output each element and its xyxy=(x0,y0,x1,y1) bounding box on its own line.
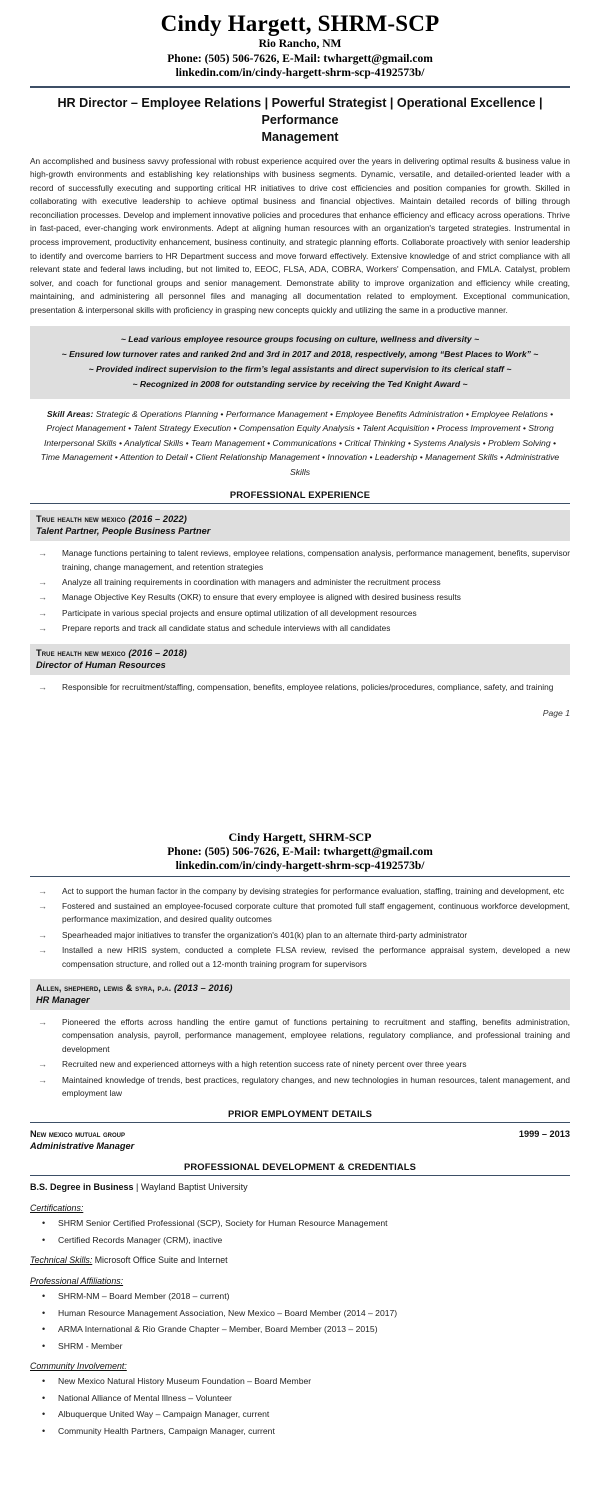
job-bullet-text: Recruited new and experienced attorneys with a high retention success rate of ninety percent over three years xyxy=(62,1059,467,1070)
bullet-icon: • xyxy=(42,1218,46,1229)
job-dates: (2013 – 2016) xyxy=(173,982,233,993)
job-bullet-text: Pioneered the efforts across handling the entire gamut of functions pertaining to recruitment and staffing, benefits administration, compensation analysis, payroll, performance management, employee relations, regulatory compliance, and professional training and development xyxy=(62,1016,570,1054)
list-item xyxy=(30,1322,570,1337)
arrow-right-icon: → xyxy=(38,1059,47,1070)
job-bullet-list xyxy=(30,547,570,635)
list-item-text: Certified Records Manager (CRM), inactive xyxy=(58,1234,223,1245)
job-bullet-list xyxy=(30,681,570,694)
list-item xyxy=(30,1216,570,1231)
technical-skills-label: Technical Skills: xyxy=(30,1255,93,1266)
job-title: Director of Human Resources xyxy=(36,659,166,670)
headline-line-2: Management xyxy=(261,129,339,144)
candidate-contact-page2: Phone: (505) 506-7626, E-Mail: twhargett@gmail.com xyxy=(167,845,433,858)
job-bullet xyxy=(30,622,570,635)
arrow-right-icon: → xyxy=(38,548,47,559)
list-item-text: ARMA International & Rio Grande Chapter – Member, Board Member (2013 – 2015) xyxy=(58,1324,378,1335)
list-item xyxy=(30,1339,570,1354)
job-bullet-text: Spearheaded major initiatives to transfer the organization's 401(k) plan to an alternate third-party administrator xyxy=(62,929,468,940)
list-item-text: SHRM Senior Certified Professional (SCP), Society for Human Resource Management xyxy=(58,1218,388,1229)
candidate-name-page2: Cindy Hargett, SHRM-SCP xyxy=(228,830,372,844)
header-divider xyxy=(30,86,570,88)
job-bullet xyxy=(30,547,570,574)
professional-summary: An accomplished and business savvy professional with robust experience acquired over the years in delivering optimal results & business value in high-growth environments and establishing key relationships with business segments. Dynamic, versatile, and detailed-oriented leader with a record of successfully executing and supporting critical HR initiatives to drive cost efficiencies and position companies for growth. Skilled in collaborating with executive leadership to achieve optimal business and financial objectives. Maintain detailed records of billing through reconciliation processes. Develop and implement innovative policies and procedures that enhance efficiency and efficacy across operations. Thrive in fast-paced, ever-changing work environments. Adept at aligning human resources with an organization's targeted strategies. Instrumental in process improvement, productivity enhancement, business continuity, and strategic planning efforts. Collaborate proactively with senior leadership to identify and overcome barriers to HR Department success and move forward effectively. Extensive knowledge of and strict compliance with all relevant state and federal laws including, but not limited to, EEOC, FLSA, ADA, COBRA, Workers' Compensation, and FMLA. Catalyst, problem solver, and coach for functional groups and senior management. Demonstrate ability to improve organization and efficiency while creating, maintaining, and administering all personnel files and managing all documentation related to employment. Exceptional communication, presentation & interpersonal skills with proficiency in grasping new concepts quickly and utilizing the same in a productive manner. xyxy=(30,155,570,316)
section-divider xyxy=(30,503,570,504)
skill-areas xyxy=(40,407,560,480)
job-company xyxy=(36,648,564,658)
job-bullet-list xyxy=(30,1016,570,1100)
bullet-icon: • xyxy=(42,1234,46,1245)
job-company-name: Allen, shepherd, lewis & syra, p.a. xyxy=(36,982,172,993)
job-title: Talent Partner, People Business Partner xyxy=(36,526,211,537)
highlight-item: ~ Lead various employee resource groups focusing on culture, wellness and diversity ~ xyxy=(120,333,480,344)
page-break-gap xyxy=(30,760,570,830)
arrow-right-icon: → xyxy=(38,1074,47,1085)
list-item xyxy=(30,1306,570,1321)
candidate-location: Rio Rancho, NM xyxy=(258,38,342,50)
job-bullet-text: Analyze all training requirements in coordination with managers and administer the recruitment process xyxy=(62,576,441,587)
list-item xyxy=(30,1374,570,1389)
section-title-prior-employment: PRIOR EMPLOYMENT DETAILS xyxy=(227,1108,373,1120)
job-bullet-text: Manage Objective Key Results (OKR) to ensure that every employee is aligned with desired business results xyxy=(62,592,461,603)
job-bullet xyxy=(30,900,570,927)
list-item-text: National Alliance of Mental Illness – Volunteer xyxy=(58,1392,232,1403)
degree-institution: | Wayland Baptist University xyxy=(133,1182,248,1193)
job-company xyxy=(36,514,564,524)
job-bullet xyxy=(30,1016,570,1056)
arrow-right-icon: → xyxy=(38,592,47,603)
technical-skills-line xyxy=(30,1255,570,1265)
list-item-text: SHRM-NM – Board Member (2018 – current) xyxy=(58,1291,230,1302)
document-header xyxy=(30,10,570,81)
candidate-contact: Phone: (505) 506-7626, E-Mail: twhargett@gmail.com xyxy=(167,52,433,65)
job-company xyxy=(36,983,564,993)
arrow-right-icon: → xyxy=(38,607,47,618)
bullet-icon: • xyxy=(42,1409,46,1420)
arrow-right-icon: → xyxy=(38,885,47,896)
job-bullet-text: Responsible for recruitment/staffing, compensation, benefits, employee relations, policies/procedures, compliance, safety, and training xyxy=(62,681,554,692)
technical-skills-value: Microsoft Office Suite and Internet xyxy=(92,1255,228,1266)
skill-areas-label: Skill Areas: xyxy=(46,408,94,419)
bullet-icon: • xyxy=(42,1340,46,1351)
job-bullet xyxy=(30,1074,570,1101)
job-bullet-list-continued xyxy=(30,885,570,971)
job-header-bar xyxy=(30,510,570,541)
job-bullet-text: Participate in various special projects and ensure optimal utilization of all development resources xyxy=(62,607,417,618)
candidate-linkedin-page2[interactable]: linkedin.com/in/cindy-hargett-shrm-scp-4192573b/ xyxy=(175,860,425,872)
bullet-icon: • xyxy=(42,1392,46,1403)
headline-line-1: HR Director – Employee Relations | Powerful Strategist | Operational Excellence | Performance xyxy=(57,95,543,127)
skill-areas-list: Strategic & Operations Planning • Performance Management • Employee Benefits Administration • Employee Relations • Project Management • Talent Strategy Execution • Compensation Equity Analysis • Talent Acquisition • Process Improvement • Strong Interpersonal Skills • Analytical Skills • Team Management • Communications • Critical Thinking • Systems Analysis • Problem Solving • Time Management • Attention to Detail • Client Relationship Management • Innovation • Leadership • Management Skills • Administrative Skills xyxy=(40,408,560,477)
bullet-icon: • xyxy=(42,1307,46,1318)
bullet-icon: • xyxy=(42,1425,46,1436)
list-item xyxy=(30,1289,570,1304)
certifications-label: Certifications: xyxy=(30,1203,84,1214)
job-bullet-text: Prepare reports and track all candidate status and schedule interviews with all candidates xyxy=(62,623,391,634)
prior-company-name: New mexico mutual group xyxy=(30,1129,125,1140)
job-bullet xyxy=(30,591,570,604)
arrow-right-icon: → xyxy=(38,623,47,634)
section-title-professional-experience: PROFESSIONAL EXPERIENCE xyxy=(229,489,371,501)
document-header-page2 xyxy=(30,830,570,874)
job-bullet xyxy=(30,607,570,620)
list-item-text: Albuquerque United Way – Campaign Manager, current xyxy=(58,1409,270,1420)
prior-employment-row xyxy=(30,1129,570,1139)
candidate-linkedin[interactable]: linkedin.com/in/cindy-hargett-shrm-scp-4192573b/ xyxy=(175,67,425,79)
arrow-right-icon: → xyxy=(38,681,47,692)
certifications-list xyxy=(30,1216,570,1247)
list-item xyxy=(30,1424,570,1439)
job-bullet xyxy=(30,576,570,589)
bullet-icon: • xyxy=(42,1291,46,1302)
professional-headline xyxy=(30,95,570,146)
job-company-name: True health new mexico xyxy=(36,647,126,658)
job-bullet xyxy=(30,681,570,694)
degree-line xyxy=(30,1182,570,1192)
arrow-right-icon: → xyxy=(38,576,47,587)
arrow-right-icon: → xyxy=(38,900,47,911)
candidate-name: Cindy Hargett, SHRM-SCP xyxy=(160,11,440,36)
degree-name: B.S. Degree in Business xyxy=(30,1182,134,1193)
prior-company-dates: 1999 – 2013 xyxy=(518,1129,570,1140)
job-bullet-text: Fostered and sustained an employee-focused corporate culture that promoted full staff engagement, continuous workforce development, performance maximization, and desired quality outcomes xyxy=(62,900,570,925)
job-bullet xyxy=(30,944,570,971)
list-item xyxy=(30,1391,570,1406)
list-item-text: New Mexico Natural History Museum Foundation – Board Member xyxy=(58,1376,312,1387)
job-header-bar xyxy=(30,644,570,675)
arrow-right-icon: → xyxy=(38,929,47,940)
prior-job-title: Administrative Manager xyxy=(30,1141,135,1152)
header-divider-page2 xyxy=(30,876,570,877)
affiliations-label: Professional Affiliations: xyxy=(30,1276,124,1287)
bullet-icon: • xyxy=(42,1376,46,1387)
job-dates: (2016 – 2022) xyxy=(128,514,187,525)
job-company-name: True health new mexico xyxy=(36,514,126,525)
job-bullet-text: Act to support the human factor in the company by devising strategies for performance evaluation, staffing, training and development, etc xyxy=(62,885,565,896)
section-divider xyxy=(30,1122,570,1123)
highlight-item: ~ Recognized in 2008 for outstanding service by receiving the Ted Knight Award ~ xyxy=(132,378,468,389)
job-bullet-text: Maintained knowledge of trends, best practices, regulatory changes, and new technologies in human resources, talent management, and employment law xyxy=(62,1074,570,1098)
career-highlights-block xyxy=(30,326,570,399)
highlight-item: ~ Ensured low turnover rates and ranked 2nd and 3rd in 2017 and 2018, respectively, among “Best Places to Work” ~ xyxy=(61,348,539,359)
list-item-text: Community Health Partners, Campaign Manager, current xyxy=(58,1425,275,1436)
section-divider xyxy=(30,1175,570,1176)
job-dates: (2016 – 2018) xyxy=(128,647,187,658)
list-item xyxy=(30,1233,570,1248)
resume-page-2 xyxy=(0,760,600,1490)
job-header-bar xyxy=(30,979,570,1010)
arrow-right-icon: → xyxy=(38,945,47,956)
list-item-text: Human Resource Management Association, New Mexico – Board Member (2014 – 2017) xyxy=(58,1307,398,1318)
community-involvement-label: Community Involvement: xyxy=(30,1361,127,1372)
arrow-right-icon: → xyxy=(38,1016,47,1027)
page-footer: Page 1 xyxy=(542,707,570,718)
list-item-text: SHRM - Member xyxy=(58,1340,123,1351)
job-bullet-text: Manage functions pertaining to talent reviews, employee relations, compensation analysis, performance management, benefits, supervisor training, change management, and retention strategies xyxy=(62,548,570,572)
list-item xyxy=(30,1407,570,1422)
community-involvement-list xyxy=(30,1374,570,1438)
job-bullet xyxy=(30,885,570,898)
highlight-item: ~ Provided indirect supervision to the firm’s legal assistants and direct supervision to its clerical staff ~ xyxy=(88,363,512,374)
job-bullet xyxy=(30,929,570,942)
affiliations-list xyxy=(30,1289,570,1353)
bullet-icon: • xyxy=(42,1324,46,1335)
job-bullet xyxy=(30,1058,570,1071)
job-bullet-text: Installed a new HRIS system, conducted a complete FLSA review, revised the performance appraisal system, developed a new compensation structure, and rolled out a 12-month training program for supervisors xyxy=(62,945,570,969)
section-title-professional-development: PROFESSIONAL DEVELOPMENT & CREDENTIALS xyxy=(183,1161,417,1173)
job-title: HR Manager xyxy=(36,994,90,1005)
